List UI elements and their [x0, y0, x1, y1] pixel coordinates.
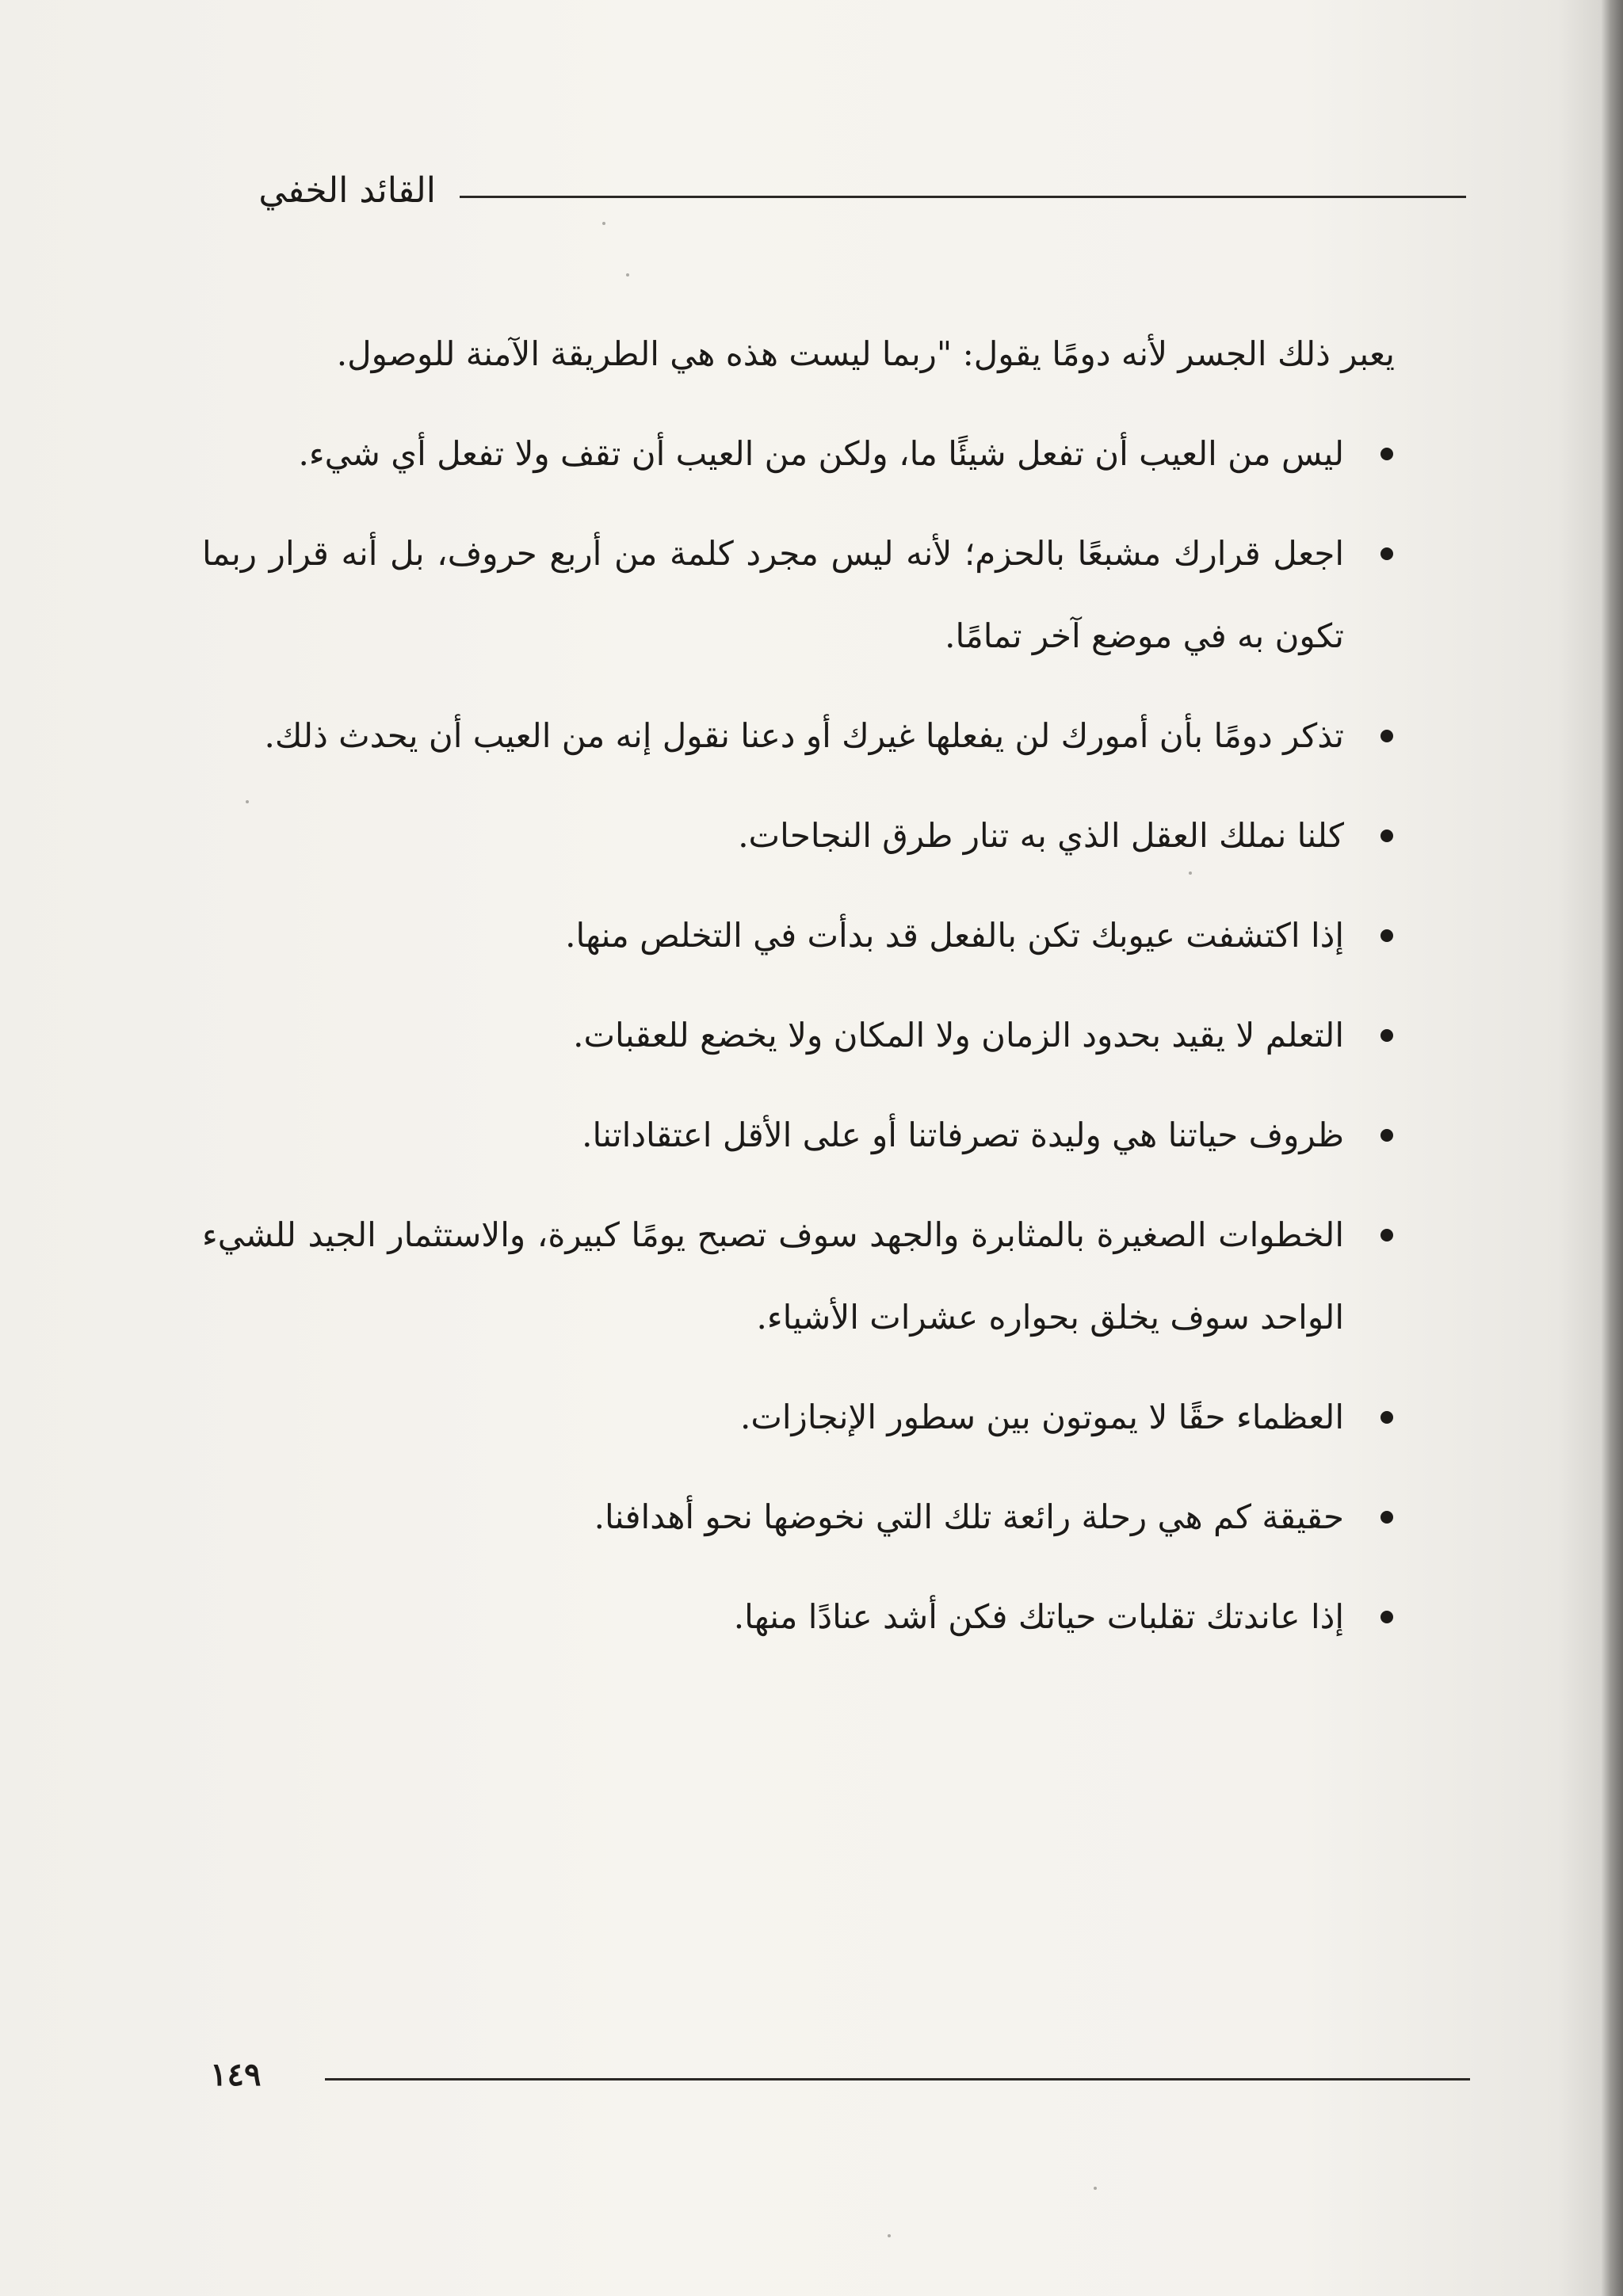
- bullet-dot-icon: [1381, 830, 1393, 842]
- bullet-text: تذكر دومًا بأن أمورك لن يفعلها غيرك أو دعنا نقول إنه من العيب أن يحدث ذلك.: [264, 716, 1344, 755]
- bullet-item: [202, 1476, 1395, 1558]
- bullet-dot-icon: [1381, 1511, 1393, 1524]
- bullet-dot-icon: [1381, 448, 1393, 460]
- bullet-dot-icon: [1381, 1611, 1393, 1623]
- page-number: ١٤٩: [210, 2056, 262, 2093]
- bullet-text: الخطوات الصغيرة بالمثابرة والجهد سوف تصبح يومًا كبيرة، والاستثمار الجيد للشيء الواحد سوف يخلق بحواره عشرات الأشياء.: [202, 1215, 1344, 1337]
- scan-speck: [246, 800, 249, 803]
- bullet-dot-icon: [1381, 730, 1393, 742]
- scan-speck: [1189, 871, 1192, 875]
- intro-paragraph: يعبر ذلك الجسر لأنه دومًا يقول: "ربما ليست هذه هي الطريقة الآمنة للوصول.: [336, 334, 1395, 373]
- bullet-item: [202, 695, 1395, 777]
- bullet-dot-icon: [1381, 1229, 1393, 1241]
- bullet-dot-icon: [1381, 1411, 1393, 1424]
- header-rule: [460, 196, 1466, 198]
- bullet-dot-icon: [1381, 929, 1393, 942]
- bullet-item: [202, 1576, 1395, 1658]
- bullet-dot-icon: [1381, 1029, 1393, 1042]
- scan-speck: [1094, 2187, 1097, 2190]
- bullet-text: ظروف حياتنا هي وليدة تصرفاتنا أو على الأقل اعتقاداتنا.: [582, 1116, 1344, 1154]
- bullet-item: [202, 894, 1395, 977]
- bullet-item: [202, 1194, 1395, 1359]
- bullet-text: العظماء حقًا لا يموتون بين سطور الإنجازات.: [740, 1398, 1344, 1436]
- page-body: [202, 313, 1395, 1676]
- bullet-text: كلنا نملك العقل الذي به تنار طرق النجاحات.: [738, 816, 1344, 855]
- bullet-item: [202, 513, 1395, 677]
- bullet-text: اجعل قرارك مشبعًا بالحزم؛ لأنه ليس مجرد كلمة من أربع حروف، بل أنه قرار ربما تكون به في موضع آخر تمامًا.: [202, 534, 1344, 655]
- bullet-item: [202, 994, 1395, 1077]
- bullet-item: [202, 1376, 1395, 1459]
- bullet-item: [202, 1094, 1395, 1177]
- footer-rule: [325, 2078, 1470, 2081]
- scan-speck: [602, 222, 605, 225]
- bullet-list: [202, 413, 1395, 1658]
- page-footer: [210, 2056, 1470, 2103]
- bullet-text: إذا عاندتك تقلبات حياتك فكن أشد عنادًا منها.: [733, 1597, 1344, 1636]
- bullet-text: حقيقة كم هي رحلة رائعة تلك التي نخوضها نحو أهدافنا.: [594, 1497, 1344, 1536]
- scan-speck: [888, 2234, 891, 2237]
- bullet-text: التعلم لا يقيد بحدود الزمان ولا المكان ولا يخضع للعقبات.: [573, 1016, 1344, 1055]
- bullet-item: [202, 795, 1395, 877]
- bullet-text: ليس من العيب أن تفعل شيئًا ما، ولكن من العيب أن تقف ولا تفعل أي شيء.: [298, 434, 1344, 473]
- scan-speck: [626, 273, 629, 277]
- bullet-text: إذا اكتشفت عيوبك تكن بالفعل قد بدأت في التخلص منها.: [565, 916, 1344, 955]
- bullet-item: [202, 413, 1395, 495]
- running-header: [198, 162, 1466, 234]
- bullet-dot-icon: [1381, 1129, 1393, 1142]
- header-title: القائد الخفي: [258, 170, 436, 211]
- bullet-dot-icon: [1381, 547, 1393, 560]
- page-binding-edge: [1601, 0, 1623, 2296]
